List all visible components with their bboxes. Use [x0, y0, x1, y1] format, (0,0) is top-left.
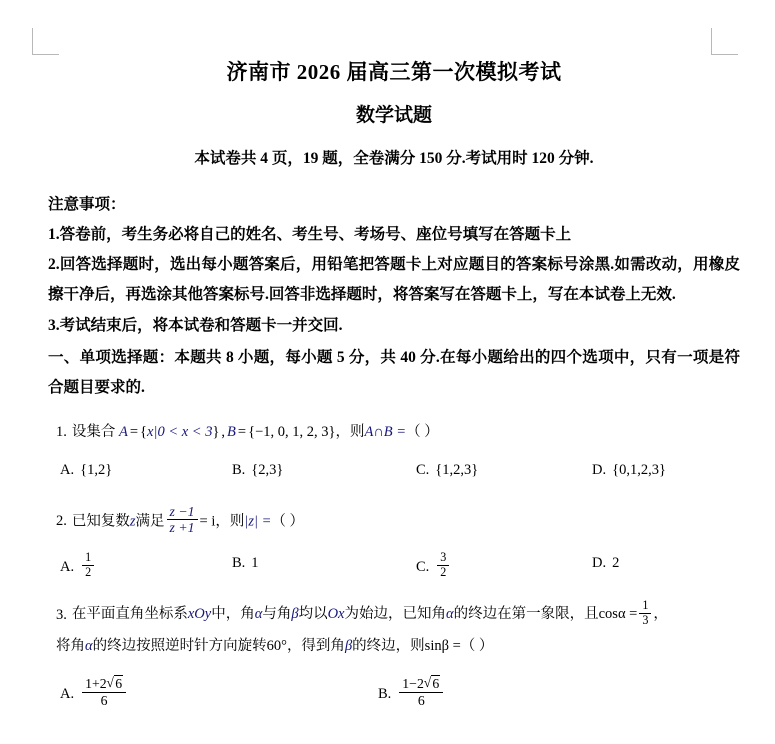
- question-1-options: [48, 458, 740, 484]
- question-1-option-d-text: {0,1,2,3}: [612, 461, 666, 478]
- question-3-text-1: 在平面直角坐标系: [71, 606, 188, 623]
- question-1-option-b[interactable]: [232, 458, 283, 483]
- question-2-fraction-numerator: z −1: [167, 504, 198, 520]
- question-1-option-c-text: {1,2,3}: [435, 461, 479, 478]
- question-1-option-b-label: B.: [232, 461, 246, 478]
- question-3-text-10: ，得到角: [286, 638, 345, 655]
- question-3-beta-2: β: [344, 638, 353, 655]
- question-2: [48, 504, 740, 578]
- page-subtitle: 数学试题: [355, 105, 432, 127]
- question-2-options: [48, 551, 740, 577]
- question-1-option-d[interactable]: [592, 458, 666, 483]
- question-3-coord-system: xOy: [187, 606, 212, 623]
- question-3-option-a-num: [82, 675, 126, 692]
- question-3-text-8: 将角: [56, 638, 85, 655]
- question-2-option-d[interactable]: [592, 551, 619, 576]
- question-1-set-b-lhs: B: [227, 424, 236, 441]
- question-3-option-a-den: 6: [100, 692, 108, 708]
- question-1-stem-mid: ，则: [335, 424, 365, 441]
- question-3-cos-alpha: cosα =: [598, 606, 638, 623]
- question-3-alpha-2: α: [446, 606, 454, 623]
- question-2-option-a-num: 1: [82, 551, 94, 566]
- question-2-stem: [48, 504, 740, 536]
- notice-item-1: 1.答卷前，考生务必将自己的姓名、考生号、考场号、座位号填写在答题卡上: [48, 225, 572, 243]
- question-3-option-b-fraction: [399, 675, 443, 708]
- question-3-beta-1: β: [291, 606, 299, 623]
- question-1-option-a-text: {1,2}: [80, 461, 113, 478]
- question-2-option-b-text: 1: [251, 555, 259, 572]
- question-3-ox-axis: Ox: [327, 606, 345, 623]
- question-3-option-a-fraction: [82, 675, 126, 708]
- question-2-stem-b: 满足: [135, 513, 165, 530]
- page-content: [48, 52, 740, 719]
- question-2-option-d-label: D.: [592, 555, 607, 572]
- question-1-stem-prefix: 设集合: [71, 424, 116, 441]
- question-2-option-c-fraction: [437, 551, 449, 579]
- crop-mark-top-left: [32, 28, 59, 55]
- question-2-option-b-label: B.: [232, 555, 246, 572]
- question-3-text-3: 与角: [262, 606, 292, 623]
- question-1-set-a-lhs: A: [119, 424, 128, 441]
- question-3-text-11: 的终边，则: [352, 638, 425, 655]
- question-3-option-a[interactable]: [60, 675, 128, 708]
- notice-item-3: 3.考试结束后，将本试卷和答题卡一并交回.: [48, 316, 343, 334]
- question-2-option-b[interactable]: [232, 551, 259, 576]
- question-3-option-a-radicand: 6: [115, 676, 123, 692]
- question-1-number: 1.: [56, 424, 67, 441]
- crop-mark-top-right: [711, 28, 738, 55]
- question-3-cos-num: 1: [639, 599, 651, 614]
- question-2-option-a-fraction: [82, 551, 94, 579]
- question-3-alpha-3: α: [85, 638, 93, 655]
- question-3-text-4: 均以: [298, 606, 328, 623]
- question-2-option-c-den: 2: [440, 565, 447, 579]
- question-2-variable-z: z: [129, 513, 136, 530]
- question-2-option-a-label: A.: [60, 558, 75, 575]
- question-3-option-b-label: B.: [378, 685, 392, 702]
- question-1-option-c-label: C.: [416, 461, 430, 478]
- question-3-text-5: 为始边，已知角: [344, 606, 446, 623]
- question-2-answer-paren: （ ）: [271, 513, 305, 530]
- section-heading-single-choice: 一、单项选择题：本题共 8 小题，每小题 5 分，共 40 分.在每小题给出的四个选项中，只有一项是符合题目要求的.: [48, 348, 740, 396]
- question-2-option-c[interactable]: [416, 551, 451, 580]
- notice-block: [48, 190, 740, 341]
- question-2-fraction: [167, 504, 198, 536]
- question-2-option-a[interactable]: [60, 551, 96, 580]
- question-3-option-a-label: A.: [60, 685, 75, 702]
- question-1-option-b-text: {2,3}: [251, 461, 284, 478]
- notice-item-2: 2.回答选择题时，选出每小题答案后，用铅笔把答题卡上对应题目的答案标号涂黑.如需改动，用橡皮擦干净后，再选涂其他答案标号.回答非选择题时，将答案写在答题卡上，写在本试卷上无效.: [48, 256, 740, 304]
- question-2-option-a-den: 2: [85, 565, 92, 579]
- question-1-set-a-body: x|0 < x < 3: [147, 424, 213, 441]
- question-2-fraction-denominator: z +1: [169, 520, 195, 535]
- question-3: [48, 599, 740, 719]
- question-2-option-c-num: 3: [437, 551, 449, 566]
- question-3-options: [48, 675, 740, 719]
- question-1-expression: A∩B =: [364, 424, 407, 441]
- notice-heading: 注意事项：: [48, 195, 126, 213]
- question-3-stem-line-1: [48, 599, 740, 628]
- question-2-option-d-text: 2: [612, 555, 620, 572]
- question-3-option-b[interactable]: [378, 675, 445, 708]
- question-1-answer-paren: （ ）: [406, 424, 439, 441]
- question-3-option-a-num-prefix: 1+2: [85, 676, 107, 692]
- question-2-abs-z: |z| =: [244, 513, 272, 530]
- question-2-equals-i: = i: [199, 513, 216, 530]
- exam-meta-line: 本试卷共 4 页，19 题，全卷满分 150 分.考试用时 120 分钟.: [194, 149, 594, 167]
- question-3-answer-paren: （ ）: [460, 638, 494, 655]
- question-1-option-c[interactable]: [416, 458, 478, 483]
- question-3-cos-value-fraction: [639, 599, 651, 627]
- question-3-number: 3.: [56, 606, 67, 623]
- question-1-stem: 1. 设集合 A = {x|0 < x < 3} , B = {−1, 0, 1, 2, 3}，则A∩B =（ ）: [48, 420, 740, 445]
- question-1: [48, 420, 740, 483]
- question-3-sin-beta: sinβ =: [424, 638, 461, 655]
- question-1-option-a[interactable]: [60, 458, 112, 483]
- question-3-text-9: 的终边按照逆时针方向旋转: [92, 638, 267, 655]
- question-3-option-b-num-prefix: 1−2: [402, 676, 424, 692]
- question-1-option-a-label: A.: [60, 461, 75, 478]
- question-2-stem-a: 已知复数: [71, 513, 130, 530]
- question-2-number: 2.: [56, 513, 67, 530]
- question-1-option-d-label: D.: [592, 461, 607, 478]
- page-title: 济南市 2026 届高三第一次模拟考试: [226, 60, 562, 84]
- sqrt-icon: [107, 675, 123, 691]
- question-3-rotation-degrees: 60°: [266, 638, 287, 655]
- question-3-option-b-radicand: 6: [432, 676, 440, 692]
- question-3-text-7: ，: [653, 606, 668, 623]
- question-3-alpha-1: α: [254, 606, 263, 623]
- question-3-cos-den: 3: [642, 613, 649, 627]
- sqrt-icon: [424, 675, 440, 691]
- question-3-text-6: 的终边在第一象限，且: [453, 606, 599, 623]
- question-3-option-b-den: 6: [417, 692, 425, 708]
- question-1-set-b-body: −1, 0, 1, 2, 3: [255, 424, 329, 441]
- question-3-text-2: 中，角: [211, 606, 255, 623]
- question-2-stem-c: ，则: [215, 513, 245, 530]
- question-2-option-c-label: C.: [416, 558, 430, 575]
- question-3-stem-line-2: [48, 634, 740, 659]
- question-3-option-b-num: [399, 675, 443, 692]
